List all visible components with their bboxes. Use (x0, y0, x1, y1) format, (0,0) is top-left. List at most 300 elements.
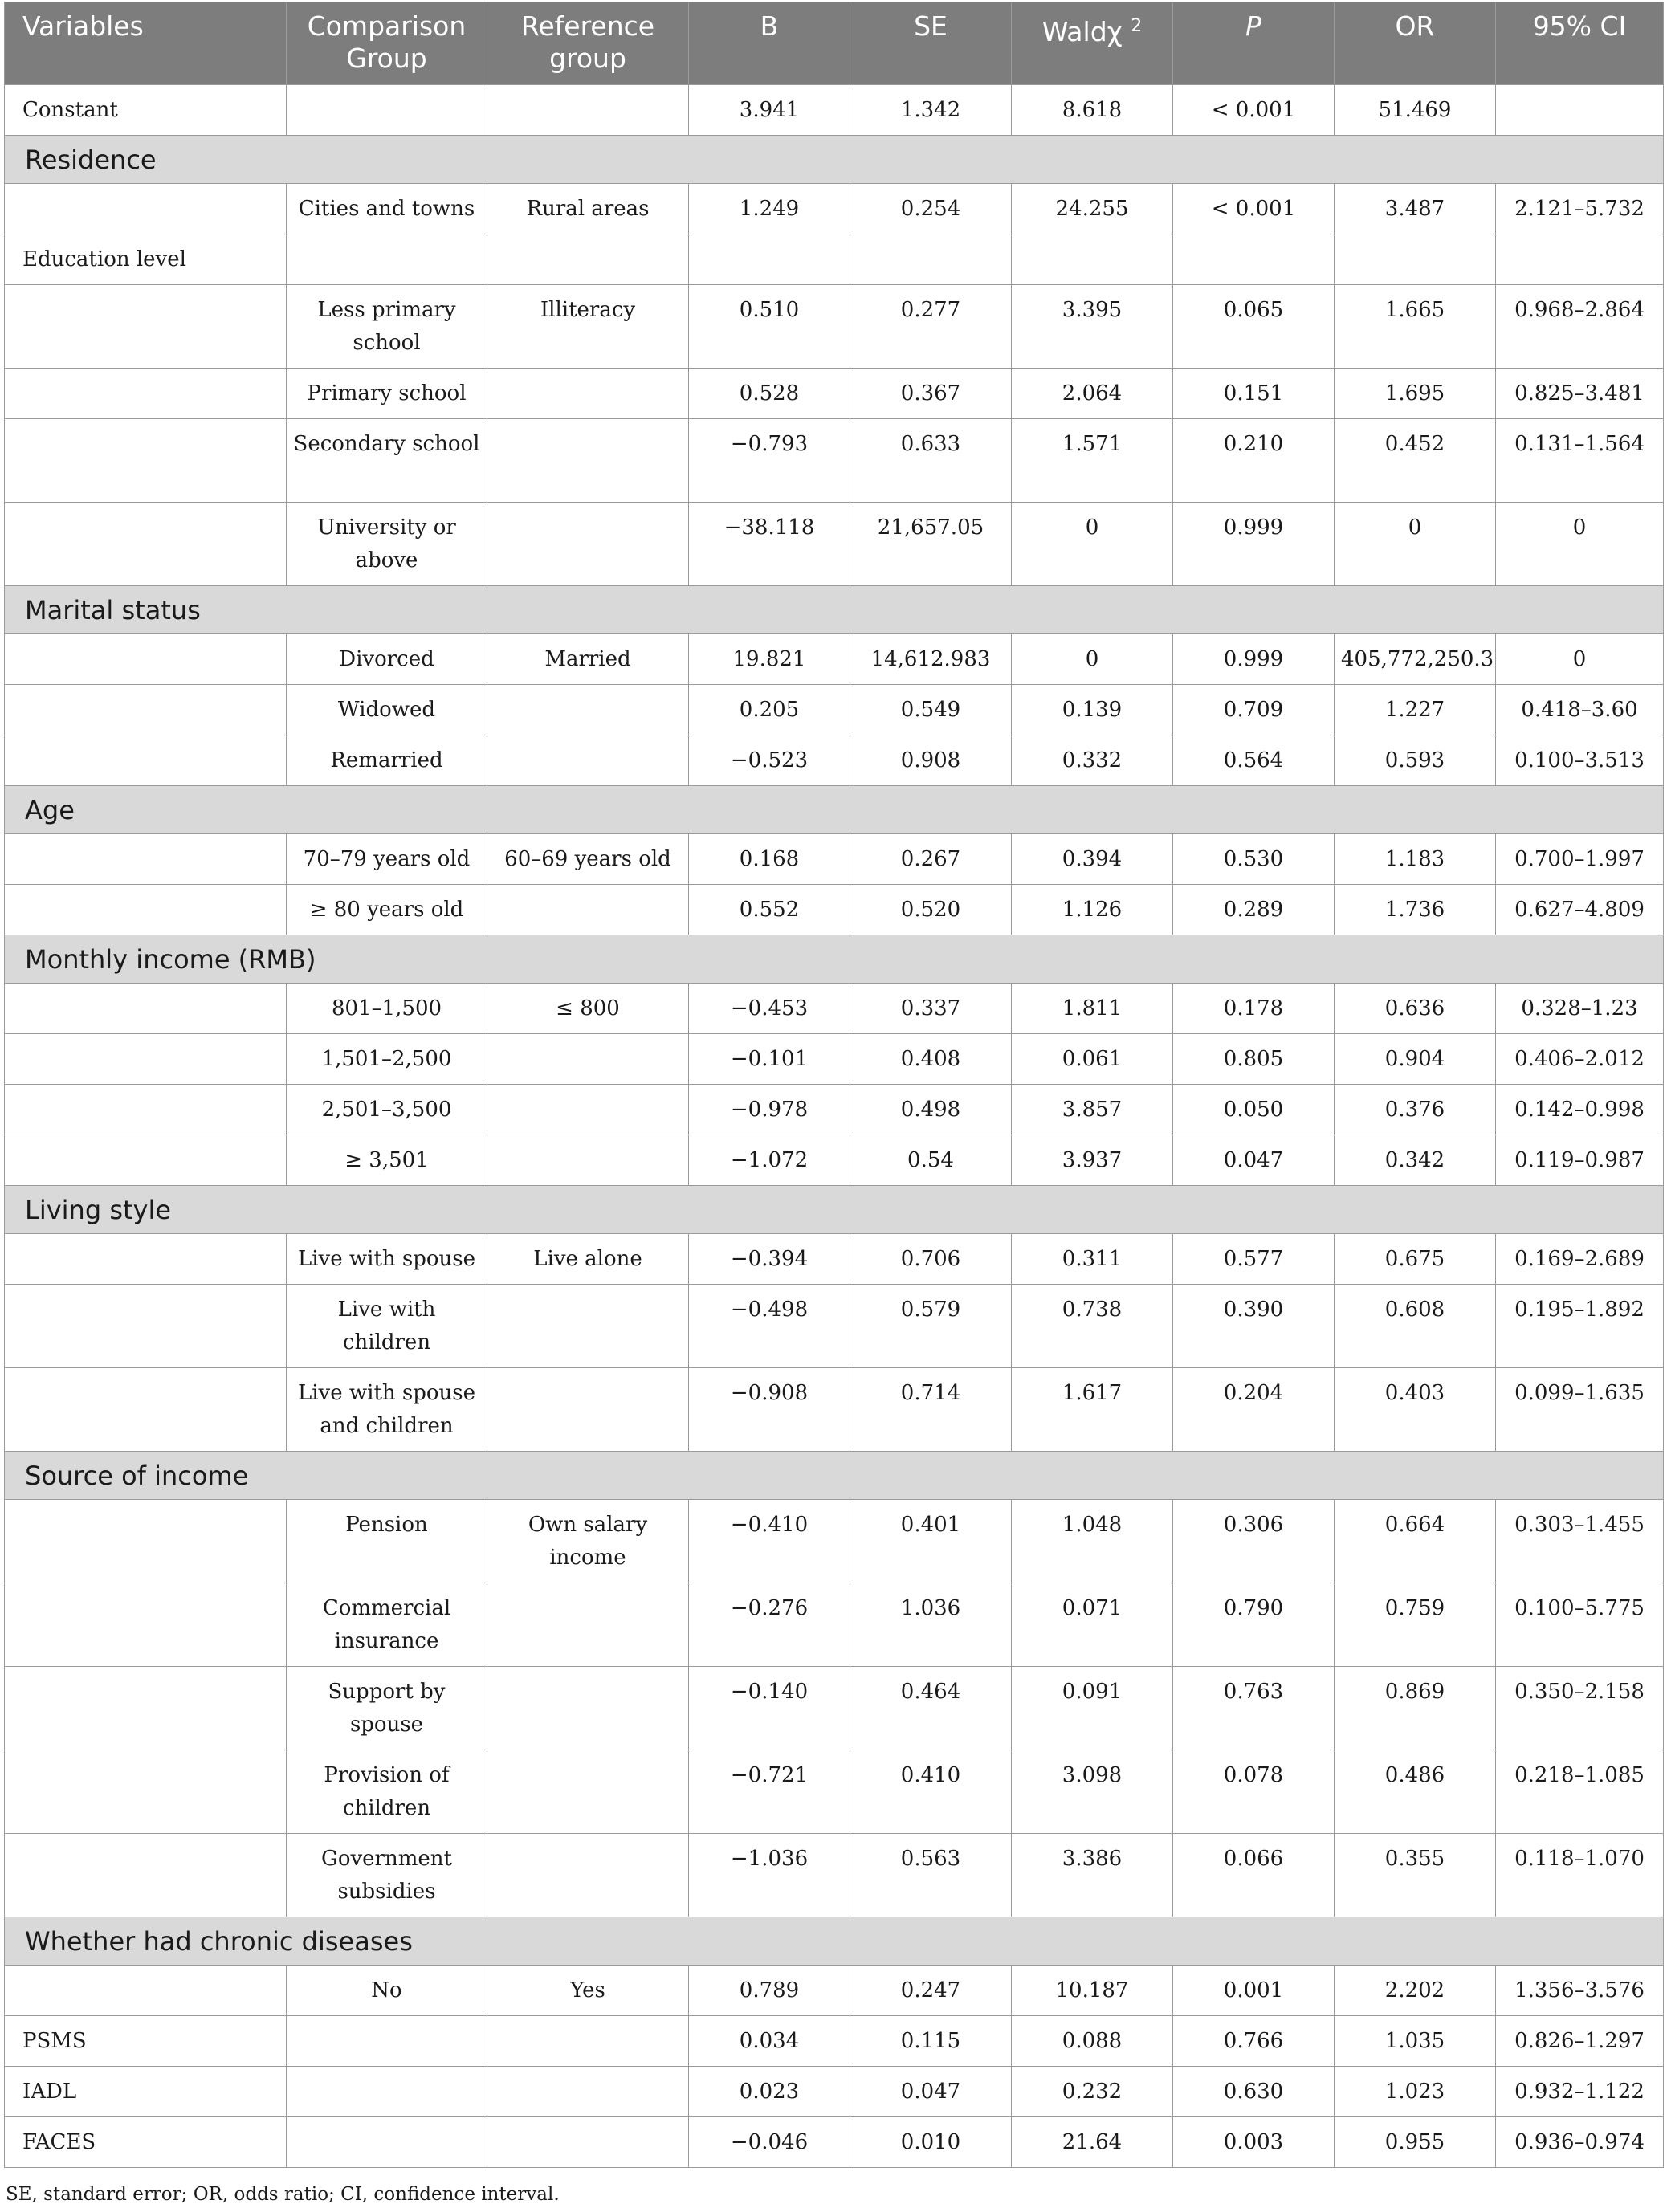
cell-p: 0.047 (1173, 1135, 1335, 1186)
cell-b: −1.072 (689, 1135, 850, 1186)
cell-reference-group (487, 735, 689, 786)
table-row (5, 735, 1664, 786)
cell-variable (5, 1085, 287, 1135)
table-row (5, 85, 1664, 136)
cell-wald: 2.064 (1012, 369, 1173, 419)
cell-reference-group (487, 1834, 689, 1917)
cell-wald: 21.64 (1012, 2117, 1173, 2168)
cell-or: 0.675 (1335, 1234, 1496, 1285)
cell-wald: 1.048 (1012, 1500, 1173, 1583)
cell-comparison-group: Live with spouse (287, 1234, 487, 1285)
cell-comparison-group (287, 85, 487, 136)
cell-se: 1.036 (850, 1583, 1012, 1667)
header-row (5, 2, 1664, 85)
table-row (5, 2067, 1664, 2117)
table-row (5, 1667, 1664, 1750)
section-label: Living style (5, 1186, 1664, 1234)
cell-wald: 0.071 (1012, 1583, 1173, 1667)
cell-wald: 0 (1012, 503, 1173, 586)
cell-reference-group: Married (487, 634, 689, 685)
header-se: SE (850, 2, 1012, 85)
cell-variable (5, 1135, 287, 1186)
cell-comparison-group: Government subsidies (287, 1834, 487, 1917)
cell-ci: 0.826–1.297 (1496, 2016, 1664, 2067)
cell-se: 0.401 (850, 1500, 1012, 1583)
cell-reference-group (487, 1034, 689, 1085)
cell-p: < 0.001 (1173, 85, 1335, 136)
table-row (5, 1368, 1664, 1452)
cell-ci (1496, 85, 1664, 136)
cell-p: 0.001 (1173, 1966, 1335, 2016)
cell-or: 0.608 (1335, 1285, 1496, 1368)
cell-ci: 0.119–0.987 (1496, 1135, 1664, 1186)
header-variables: Variables (5, 2, 287, 85)
cell-variable: IADL (5, 2067, 287, 2117)
table-footnote: SE, standard error; OR, odds ratio; CI, confidence interval. (6, 2184, 560, 2205)
table-row (5, 1500, 1664, 1583)
cell-p: 0.577 (1173, 1234, 1335, 1285)
cell-b: 0.168 (689, 834, 850, 885)
cell-or: 0 (1335, 503, 1496, 586)
cell-se: 0.549 (850, 685, 1012, 735)
cell-se: 0.520 (850, 885, 1012, 935)
cell-p: 0.289 (1173, 885, 1335, 935)
cell-se: 0.633 (850, 419, 1012, 503)
cell-reference-group (487, 1750, 689, 1834)
cell-wald: 0.738 (1012, 1285, 1173, 1368)
cell-variable (5, 834, 287, 885)
header-wald-text: Waldχ (1041, 16, 1123, 47)
cell-comparison-group: ≥ 3,501 (287, 1135, 487, 1186)
cell-p: 0.204 (1173, 1368, 1335, 1452)
cell-se: 0.408 (850, 1034, 1012, 1085)
cell-wald: 1.571 (1012, 419, 1173, 503)
cell-comparison-group: Primary school (287, 369, 487, 419)
cell-b: −0.410 (689, 1500, 850, 1583)
cell-se: 0.247 (850, 1966, 1012, 2016)
cell-p: 0.790 (1173, 1583, 1335, 1667)
cell-comparison-group: Pension (287, 1500, 487, 1583)
cell-b: −0.721 (689, 1750, 850, 1834)
cell-b: 3.941 (689, 85, 850, 136)
cell-comparison-group: Widowed (287, 685, 487, 735)
cell-p: < 0.001 (1173, 184, 1335, 234)
section-label: Monthly income (RMB) (5, 935, 1664, 984)
table-row (5, 503, 1664, 586)
cell-or: 0.486 (1335, 1750, 1496, 1834)
table-row (5, 834, 1664, 885)
cell-comparison-group: Live with spouse and children (287, 1368, 487, 1452)
cell-ci: 0.406–2.012 (1496, 1034, 1664, 1085)
cell-se (850, 234, 1012, 285)
cell-se: 14,612.983 (850, 634, 1012, 685)
cell-comparison-group (287, 2016, 487, 2067)
cell-variable (5, 1667, 287, 1750)
cell-wald: 0.311 (1012, 1234, 1173, 1285)
cell-comparison-group: 2,501–3,500 (287, 1085, 487, 1135)
cell-or: 0.664 (1335, 1500, 1496, 1583)
cell-variable (5, 685, 287, 735)
cell-reference-group (487, 503, 689, 586)
cell-reference-group: Live alone (487, 1234, 689, 1285)
cell-se: 21,657.05 (850, 503, 1012, 586)
table-row (5, 1034, 1664, 1085)
cell-b: −0.046 (689, 2117, 850, 2168)
cell-se: 0.563 (850, 1834, 1012, 1917)
cell-comparison-group: 70–79 years old (287, 834, 487, 885)
cell-ci: 0.195–1.892 (1496, 1285, 1664, 1368)
cell-variable: PSMS (5, 2016, 287, 2067)
cell-comparison-group: 1,501–2,500 (287, 1034, 487, 1085)
cell-p: 0.530 (1173, 834, 1335, 885)
cell-reference-group (487, 685, 689, 735)
cell-p: 0.390 (1173, 1285, 1335, 1368)
cell-b: −0.394 (689, 1234, 850, 1285)
cell-ci: 0.932–1.122 (1496, 2067, 1664, 2117)
header-ci: 95% CI (1496, 2, 1664, 85)
cell-b: −0.908 (689, 1368, 850, 1452)
table-row (5, 634, 1664, 685)
cell-p: 0.003 (1173, 2117, 1335, 2168)
table-row (5, 2117, 1664, 2168)
cell-variable (5, 1966, 287, 2016)
cell-wald: 8.618 (1012, 85, 1173, 136)
section-label: Source of income (5, 1452, 1664, 1500)
cell-p: 0.151 (1173, 369, 1335, 419)
cell-b (689, 234, 850, 285)
cell-b: 0.528 (689, 369, 850, 419)
cell-se: 0.464 (850, 1667, 1012, 1750)
cell-or: 0.759 (1335, 1583, 1496, 1667)
cell-se: 0.367 (850, 369, 1012, 419)
cell-variable (5, 1834, 287, 1917)
table-row (5, 1085, 1664, 1135)
cell-wald: 0.091 (1012, 1667, 1173, 1750)
header-wald-superscript: 2 (1131, 16, 1143, 36)
cell-se: 0.908 (850, 735, 1012, 786)
table-row (5, 1966, 1664, 2016)
cell-comparison-group (287, 234, 487, 285)
cell-wald: 0.232 (1012, 2067, 1173, 2117)
cell-variable (5, 1750, 287, 1834)
cell-reference-group (487, 1085, 689, 1135)
cell-se: 0.714 (850, 1368, 1012, 1452)
cell-b: −0.276 (689, 1583, 850, 1667)
cell-comparison-group (287, 2067, 487, 2117)
header-p-text: P (1245, 10, 1261, 42)
table-row (5, 285, 1664, 369)
cell-wald: 3.857 (1012, 1085, 1173, 1135)
cell-p: 0.763 (1173, 1667, 1335, 1750)
cell-ci: 0.100–5.775 (1496, 1583, 1664, 1667)
table-row (5, 369, 1664, 419)
table-row (5, 1750, 1664, 1834)
cell-reference-group: Yes (487, 1966, 689, 2016)
cell-comparison-group: Remarried (287, 735, 487, 786)
cell-b: 0.205 (689, 685, 850, 735)
cell-se: 0.010 (850, 2117, 1012, 2168)
cell-comparison-group: Provision of children (287, 1750, 487, 1834)
table-row (5, 685, 1664, 735)
table-row (5, 184, 1664, 234)
section-label: Marital status (5, 586, 1664, 634)
cell-comparison-group: Divorced (287, 634, 487, 685)
cell-ci: 2.121–5.732 (1496, 184, 1664, 234)
cell-b: 1.249 (689, 184, 850, 234)
cell-b: −0.498 (689, 1285, 850, 1368)
cell-se: 0.115 (850, 2016, 1012, 2067)
cell-reference-group: Illiteracy (487, 285, 689, 369)
cell-variable: Constant (5, 85, 287, 136)
cell-ci: 0.936–0.974 (1496, 2117, 1664, 2168)
cell-ci: 0.131–1.564 (1496, 419, 1664, 503)
cell-b: 0.034 (689, 2016, 850, 2067)
cell-b: −0.453 (689, 984, 850, 1034)
header-reference-group: Reference group (487, 2, 689, 85)
cell-wald: 1.811 (1012, 984, 1173, 1034)
cell-wald: 10.187 (1012, 1966, 1173, 2016)
cell-or (1335, 234, 1496, 285)
cell-ci: 0.700–1.997 (1496, 834, 1664, 885)
header-b: B (689, 2, 850, 85)
cell-comparison-group: Commercial insurance (287, 1583, 487, 1667)
header-wald (1012, 2, 1173, 85)
cell-b: 0.510 (689, 285, 850, 369)
table-row (5, 1285, 1664, 1368)
cell-or: 1.695 (1335, 369, 1496, 419)
cell-reference-group (487, 1135, 689, 1186)
cell-ci: 0 (1496, 503, 1664, 586)
section-row (5, 1186, 1664, 1234)
cell-or: 0.636 (1335, 984, 1496, 1034)
cell-p: 0.999 (1173, 503, 1335, 586)
cell-variable: Education level (5, 234, 287, 285)
cell-p: 0.065 (1173, 285, 1335, 369)
cell-ci (1496, 234, 1664, 285)
cell-comparison-group: Cities and towns (287, 184, 487, 234)
cell-reference-group (487, 369, 689, 419)
cell-reference-group (487, 234, 689, 285)
cell-reference-group (487, 2117, 689, 2168)
cell-ci: 0.968–2.864 (1496, 285, 1664, 369)
cell-p: 0.078 (1173, 1750, 1335, 1834)
table-body (5, 85, 1664, 2168)
cell-variable (5, 735, 287, 786)
cell-ci: 0.350–2.158 (1496, 1667, 1664, 1750)
cell-ci: 0.118–1.070 (1496, 1834, 1664, 1917)
cell-or: 0.355 (1335, 1834, 1496, 1917)
section-label: Residence (5, 136, 1664, 184)
table-row (5, 885, 1664, 935)
cell-p: 0.709 (1173, 685, 1335, 735)
cell-variable (5, 1368, 287, 1452)
cell-variable (5, 1234, 287, 1285)
cell-or: 1.183 (1335, 834, 1496, 885)
cell-variable (5, 369, 287, 419)
cell-variable (5, 1583, 287, 1667)
cell-reference-group: Rural areas (487, 184, 689, 234)
cell-or: 0.869 (1335, 1667, 1496, 1750)
cell-variable (5, 419, 287, 503)
cell-or: 51.469 (1335, 85, 1496, 136)
table-row (5, 234, 1664, 285)
cell-or: 0.403 (1335, 1368, 1496, 1452)
cell-p: 0.050 (1173, 1085, 1335, 1135)
cell-ci: 1.356–3.576 (1496, 1966, 1664, 2016)
cell-reference-group (487, 1285, 689, 1368)
cell-p (1173, 234, 1335, 285)
cell-wald: 3.098 (1012, 1750, 1173, 1834)
cell-se: 0.267 (850, 834, 1012, 885)
cell-comparison-group: Support by spouse (287, 1667, 487, 1750)
cell-reference-group (487, 1667, 689, 1750)
cell-or: 2.202 (1335, 1966, 1496, 2016)
cell-variable (5, 634, 287, 685)
cell-se: 0.54 (850, 1135, 1012, 1186)
section-label: Whether had chronic diseases (5, 1917, 1664, 1966)
section-row (5, 1917, 1664, 1966)
cell-comparison-group: Secondary school (287, 419, 487, 503)
cell-se: 0.047 (850, 2067, 1012, 2117)
table-row (5, 984, 1664, 1034)
cell-ci: 0.099–1.635 (1496, 1368, 1664, 1452)
table-row (5, 2016, 1664, 2067)
cell-variable: FACES (5, 2117, 287, 2168)
cell-ci: 0.303–1.455 (1496, 1500, 1664, 1583)
cell-ci: 0.418–3.60 (1496, 685, 1664, 735)
regression-table-container (4, 2, 1663, 2205)
header-or: OR (1335, 2, 1496, 85)
cell-or: 0.342 (1335, 1135, 1496, 1186)
cell-p: 0.210 (1173, 419, 1335, 503)
cell-or: 1.035 (1335, 2016, 1496, 2067)
cell-reference-group: Own salary income (487, 1500, 689, 1583)
cell-or: 0.593 (1335, 735, 1496, 786)
cell-b: 0.789 (689, 1966, 850, 2016)
cell-ci: 0.169–2.689 (1496, 1234, 1664, 1285)
table-row (5, 1135, 1664, 1186)
cell-variable (5, 1500, 287, 1583)
cell-se: 0.277 (850, 285, 1012, 369)
cell-ci: 0.218–1.085 (1496, 1750, 1664, 1834)
cell-se: 0.254 (850, 184, 1012, 234)
cell-comparison-group: No (287, 1966, 487, 2016)
cell-or: 1.665 (1335, 285, 1496, 369)
cell-comparison-group: ≥ 80 years old (287, 885, 487, 935)
cell-wald: 3.395 (1012, 285, 1173, 369)
cell-b: 0.023 (689, 2067, 850, 2117)
cell-or: 0.452 (1335, 419, 1496, 503)
cell-se: 0.498 (850, 1085, 1012, 1135)
cell-wald: 0 (1012, 634, 1173, 685)
cell-p: 0.066 (1173, 1834, 1335, 1917)
cell-reference-group (487, 1583, 689, 1667)
table-row (5, 1583, 1664, 1667)
cell-comparison-group (287, 2117, 487, 2168)
cell-or: 0.376 (1335, 1085, 1496, 1135)
cell-wald: 1.617 (1012, 1368, 1173, 1452)
cell-or: 1.227 (1335, 685, 1496, 735)
cell-ci: 0.100–3.513 (1496, 735, 1664, 786)
cell-variable (5, 184, 287, 234)
section-row (5, 935, 1664, 984)
cell-or: 3.487 (1335, 184, 1496, 234)
cell-variable (5, 984, 287, 1034)
cell-reference-group (487, 2067, 689, 2117)
cell-wald: 24.255 (1012, 184, 1173, 234)
cell-b: −0.140 (689, 1667, 850, 1750)
cell-wald: 0.139 (1012, 685, 1173, 735)
cell-reference-group (487, 2016, 689, 2067)
cell-comparison-group: 801–1,500 (287, 984, 487, 1034)
cell-b: −0.101 (689, 1034, 850, 1085)
cell-ci: 0.328–1.23 (1496, 984, 1664, 1034)
cell-comparison-group: Live with children (287, 1285, 487, 1368)
cell-or: 1.023 (1335, 2067, 1496, 2117)
cell-ci: 0 (1496, 634, 1664, 685)
cell-reference-group (487, 85, 689, 136)
cell-or: 0.955 (1335, 2117, 1496, 2168)
cell-comparison-group: Less primary school (287, 285, 487, 369)
cell-se: 0.706 (850, 1234, 1012, 1285)
cell-reference-group (487, 885, 689, 935)
cell-wald: 3.386 (1012, 1834, 1173, 1917)
cell-p: 0.564 (1173, 735, 1335, 786)
cell-se: 1.342 (850, 85, 1012, 136)
cell-b: −1.036 (689, 1834, 850, 1917)
cell-ci: 0.627–4.809 (1496, 885, 1664, 935)
cell-comparison-group: University or above (287, 503, 487, 586)
header-p (1173, 2, 1335, 85)
header-comparison-group: Comparison Group (287, 2, 487, 85)
section-row (5, 1452, 1664, 1500)
cell-reference-group (487, 419, 689, 503)
section-row (5, 586, 1664, 634)
cell-variable (5, 503, 287, 586)
table-row (5, 1834, 1664, 1917)
table-header (5, 2, 1664, 85)
cell-b: −0.978 (689, 1085, 850, 1135)
cell-or: 405,772,250.3 (1335, 634, 1496, 685)
cell-ci: 0.142–0.998 (1496, 1085, 1664, 1135)
cell-reference-group: 60–69 years old (487, 834, 689, 885)
cell-variable (5, 285, 287, 369)
cell-se: 0.337 (850, 984, 1012, 1034)
section-label: Age (5, 786, 1664, 834)
regression-table (4, 2, 1664, 2168)
cell-b: 19.821 (689, 634, 850, 685)
cell-b: −0.793 (689, 419, 850, 503)
cell-b: −0.523 (689, 735, 850, 786)
cell-p: 0.999 (1173, 634, 1335, 685)
cell-or: 0.904 (1335, 1034, 1496, 1085)
section-row (5, 786, 1664, 834)
cell-p: 0.630 (1173, 2067, 1335, 2117)
cell-b: −38.118 (689, 503, 850, 586)
cell-se: 0.579 (850, 1285, 1012, 1368)
cell-wald: 0.394 (1012, 834, 1173, 885)
table-row (5, 1234, 1664, 1285)
cell-wald: 0.332 (1012, 735, 1173, 786)
cell-wald: 0.061 (1012, 1034, 1173, 1085)
cell-p: 0.306 (1173, 1500, 1335, 1583)
cell-wald: 1.126 (1012, 885, 1173, 935)
table-row (5, 419, 1664, 503)
cell-variable (5, 1034, 287, 1085)
cell-wald (1012, 234, 1173, 285)
cell-variable (5, 885, 287, 935)
section-row (5, 136, 1664, 184)
